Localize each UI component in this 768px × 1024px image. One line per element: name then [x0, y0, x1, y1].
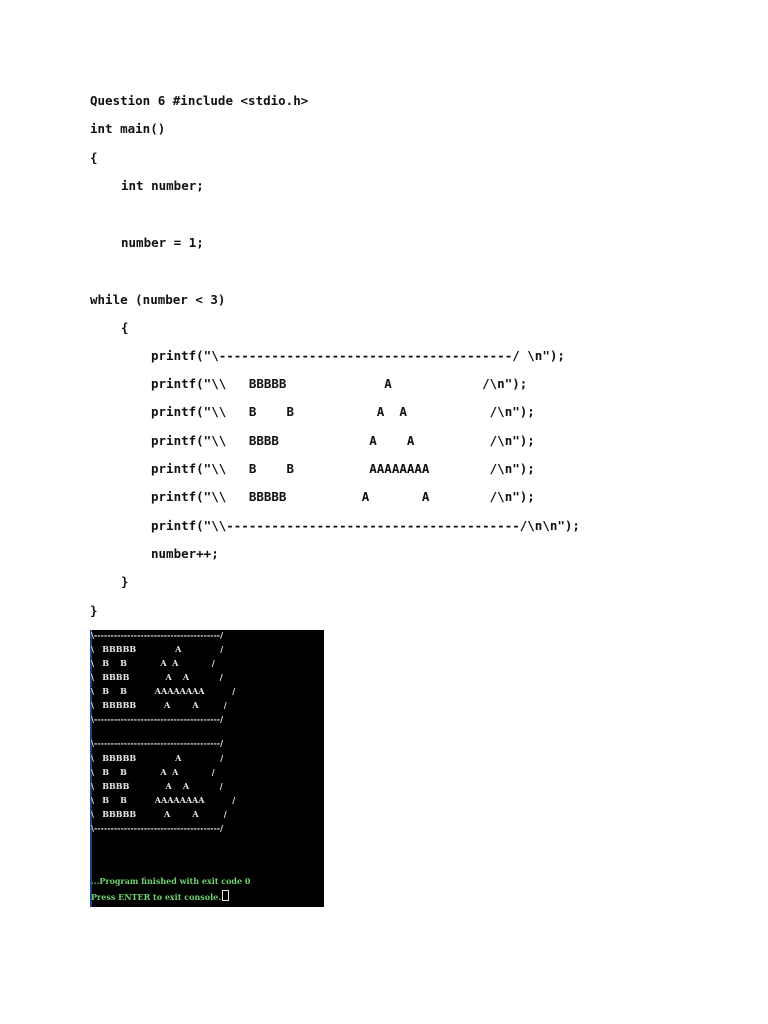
console-line: \ B B AAAAAAAA / — [91, 686, 236, 696]
code-line-close-brace: } — [90, 603, 98, 618]
code-line-main: int main() — [90, 121, 166, 136]
console-line: \--------------------------------------/ — [91, 823, 224, 833]
code-line-assignment: number = 1; — [121, 235, 204, 250]
console-press-enter — [91, 890, 229, 902]
cursor-icon — [222, 890, 229, 901]
code-line-while: while (number < 3) — [90, 292, 226, 307]
console-line: \ B B A A / — [91, 767, 215, 777]
code-line-open-brace: { — [90, 150, 98, 165]
console-line: \ B B A A / — [91, 658, 215, 668]
console-line: \ B B AAAAAAAA / — [91, 795, 236, 805]
code-line-printf: printf("\\ B B A A /\n"); — [151, 404, 535, 419]
console-output-screenshot — [90, 630, 324, 907]
console-line: \--------------------------------------/ — [91, 630, 224, 640]
code-line-while-close: } — [121, 574, 129, 589]
console-exit-message: ...Program finished with exit code 0 — [91, 876, 251, 886]
console-press-enter-text: Press ENTER to exit console. — [91, 892, 221, 902]
console-line: \ BBBB A A / — [91, 672, 223, 682]
console-line: \ BBBBB A / — [91, 753, 224, 763]
console-line: \ BBBBB A / — [91, 644, 224, 654]
code-line-declaration: int number; — [121, 178, 204, 193]
code-line-printf: printf("\\ BBBBB A /\n"); — [151, 376, 528, 391]
console-line: \ BBBBB A A / — [91, 700, 227, 710]
code-line-printf: printf("\\ BBBBB A A /\n"); — [151, 489, 535, 504]
code-line-increment: number++; — [151, 546, 219, 561]
code-line-printf: printf("\\ B B AAAAAAAA /\n"); — [151, 461, 535, 476]
code-line-printf: printf("\\---------------------------------------/\n\n"); — [151, 518, 580, 533]
code-line-while-open: { — [121, 320, 129, 335]
code-line-question: Question 6 #include <stdio.h> — [90, 93, 309, 108]
console-line: \--------------------------------------/ — [91, 714, 224, 724]
console-line: \ BBBBB A A / — [91, 809, 227, 819]
console-line: \ BBBB A A / — [91, 781, 223, 791]
code-line-printf: printf("\---------------------------------------/ \n"); — [151, 348, 565, 363]
console-line: \--------------------------------------/ — [91, 738, 224, 748]
code-line-printf: printf("\\ BBBB A A /\n"); — [151, 433, 535, 448]
